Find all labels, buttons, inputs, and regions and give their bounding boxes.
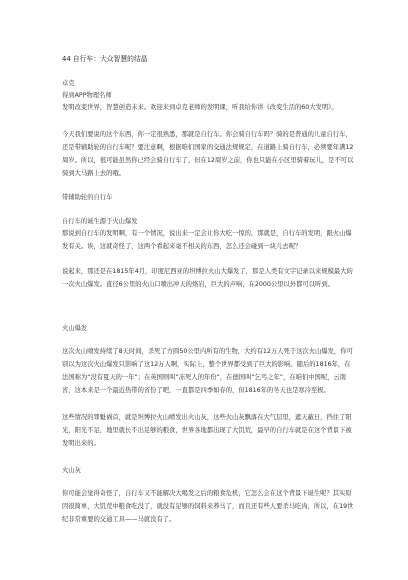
section-heading-eruption: 火山爆发 xyxy=(62,325,88,332)
paragraph-eruption-effects: 这次火山喷发持续了8天时间，杀死了方圆50公里内所有的生物，大约有12万人死于这次火山爆发，你可别以为这次火山爆发只影响了这12万人啊，实际上，整个世界都受到了巨大的影响。随后的1816年，在法国称为“没有夏天的一年”；在英国则叫“冻死人的年份”，在德国叫“乞丐之年”，在咱们中国呢，云南省，这本来是一个最近热带的省份了吧，一直都是四季如春的，但1816年的冬天也是寒冷至极。 xyxy=(62,348,353,394)
subsection-heading-origin: 自行车的诞生源于火山爆发 xyxy=(62,218,138,225)
paragraph-volcano-link: 那说到自行车的发明啊，有一个情况，说出来一定会让你大吃一惊的，那就是，自行车的发明，跟火山爆发有关。诶，这就奇怪了，这两个看起来毫不相关的东西，怎么还会碰到一块儿去呢？ xyxy=(62,230,352,250)
paragraph-intro-bicycle: 今天我们要说的这个东西，你一定很熟悉，那就是自行车。你会骑自行车吗？骑的是普通的儿童自行车，还是带辅助轮的自行车呢？要注意啊，根据咱们国家的交通法规规定，在道路上骑自行车，必须要年满12周岁。所以，很可能虽然你已经会骑自行车了，但在12周岁之前，你也只能在小区里骑着玩儿，是不可以骑到大马路上去的哦。 xyxy=(62,131,354,177)
paragraph-famine-horses: 你可能会觉得奇怪了，自行车又不能解决大喝发之后的粮食危机，它怎么会在这个背景下诞生呢？其实原因很简单，大饥荒中粮食吃没了，就没有足够的饲料来养马了，而且还有些人要杀马吃肉，所以，在19世纪非常重要的交通工具——马就没有了。 xyxy=(62,490,354,523)
author-name: 卓克 xyxy=(62,80,75,87)
document-title: 44 自行车：大众智慧的结晶 xyxy=(62,55,148,63)
author-org: 得到APP物理名师 xyxy=(62,92,112,99)
section-heading-training-wheels: 带辅助轮的自行车 xyxy=(62,194,113,201)
section-heading-ash: 火山灰 xyxy=(62,467,81,474)
intro-paragraph: 发明改变世界，智慧创造未来。欢迎来到卓克老师的发明课，听我给你讲《改变生活的60大发明》。 xyxy=(62,104,338,111)
paragraph-tambora-1815: 说起来，那还是在1815年4月，印度尼西亚的坦博拉火山大爆发了，那是人类有文字记录以来规模最大的一次火山爆发。直径6公里的火山口喷出冲天的烙岩，巨大的声响，在2000公里以外都可以听到。 xyxy=(62,268,353,288)
paragraph-volcanic-ash: 这些情况的罪魁祸首，就是坦博拉火山喷发出火山灰，这些火山灰飘落在大气层里，遮天蔽日，挡住了阳光，阳光不足，地里就长不出足够的粮食，世界各地都出现了大饥荒，最早的自行车就是在这个背景下被发明出来的。 xyxy=(62,414,352,447)
